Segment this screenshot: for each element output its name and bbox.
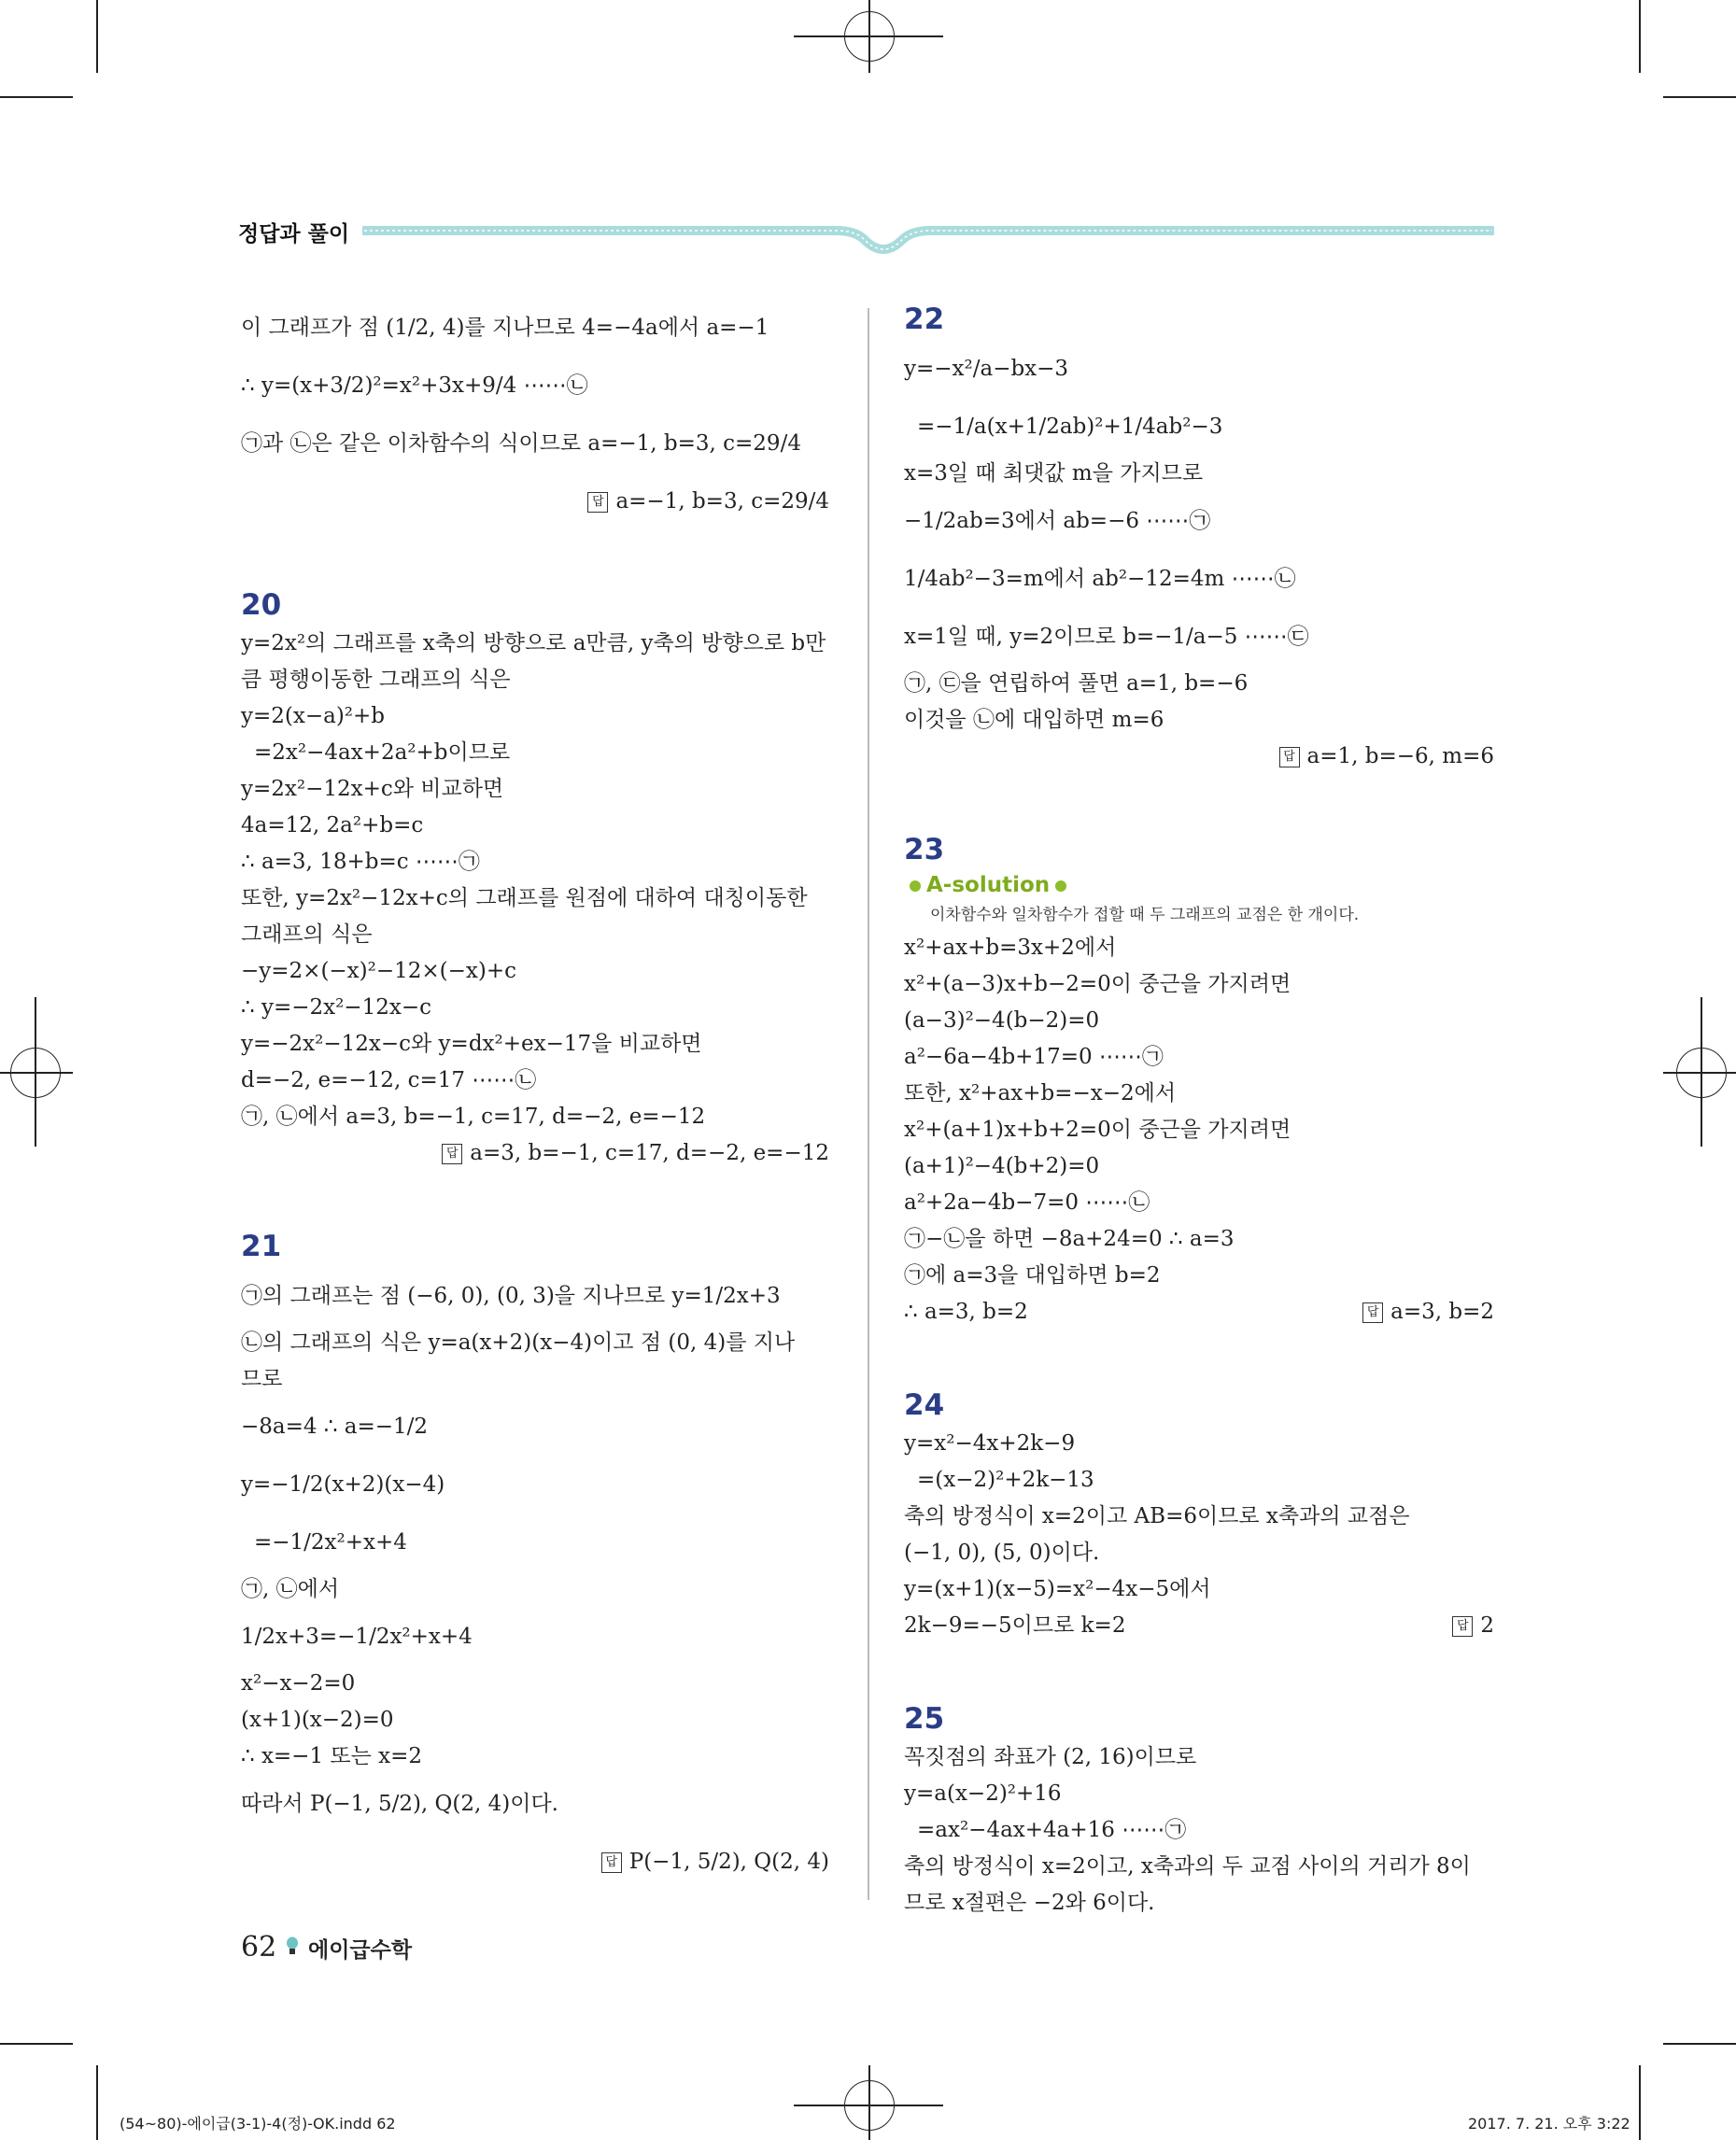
solution-line: d=−2, e=−12, c=17 ⋯⋯㉡ (241, 1068, 537, 1092)
answer-group (1452, 1608, 1494, 1644)
right-column (904, 299, 1494, 1922)
solution-line: (a+1)²−4(b+2)=0 (904, 1154, 1100, 1178)
answer-line (241, 472, 829, 530)
solution-line: ∴ x=−1 또는 x=2 (241, 1744, 423, 1768)
solution-line: ㉠과 ㉡은 같은 이차함수의 식이므로 a=−1, b=3, c=29/4 (241, 431, 801, 456)
registration-mark (0, 1072, 73, 1074)
solution-line: ㉠의 그래프는 점 (−6, 0), (0, 3)을 지나므로 y=1/2x+3 (241, 1284, 781, 1308)
solution-line: x=1일 때, y=2이므로 b=−1/a−5 ⋯⋯㉢ (904, 625, 1309, 649)
solution-line: y=−x²/a−bx−3 (904, 357, 1069, 381)
solution-line: 축의 방정식이 x=2이고 AB=6이므로 x축과의 교점은 (904, 1504, 1410, 1528)
crop-mark (1663, 96, 1736, 98)
lightbulb-icon (286, 1936, 299, 1957)
page-number: 62 (241, 1931, 277, 1964)
solution-line: 따라서 P(−1, 5/2), Q(2, 4)이다. (241, 1792, 558, 1816)
answer-icon: 답 (1362, 1302, 1383, 1323)
problem-number: 21 (241, 1230, 282, 1263)
solution-line: −8a=4 ∴ a=−1/2 (241, 1415, 429, 1439)
crop-mark (1663, 2043, 1736, 2045)
solution-line: 꼭짓점의 좌표가 (2, 16)이므로 (904, 1745, 1197, 1769)
solution-line: =2x²−4ax+2a²+b이므로 (254, 740, 511, 765)
crop-mark (0, 96, 73, 98)
left-column (241, 299, 829, 1891)
answer-icon: 답 (601, 1852, 622, 1873)
solution-line: (x+1)(x−2)=0 (241, 1708, 394, 1732)
header-band (362, 211, 1494, 258)
solution-line: 축의 방정식이 x=2이고, x축과의 두 교점 사이의 거리가 8이 (904, 1854, 1471, 1879)
solution-line: ㉠에 a=3을 대입하면 b=2 (904, 1263, 1161, 1288)
solution-line: (a−3)²−4(b−2)=0 (904, 1008, 1100, 1033)
solution-line: ㉡의 그래프의 식은 y=a(x+2)(x−4)이고 점 (0, 4)를 지나 (241, 1330, 796, 1355)
answer-line (241, 1833, 829, 1891)
solution-line: =−1/2x²+x+4 (254, 1530, 407, 1555)
solution-line: a²+2a−4b−7=0 ⋯⋯㉡ (904, 1190, 1150, 1215)
answer-line (241, 1135, 829, 1172)
solution-line: −y=2×(−x)²−12×(−x)+c (241, 959, 517, 983)
solution-line: y=2x²의 그래프를 x축의 방향으로 a만큼, y축의 방향으로 b만 (241, 631, 826, 655)
solution-line: x²−x−2=0 (241, 1671, 356, 1696)
solution-line: y=x²−4x+2k−9 (904, 1431, 1076, 1456)
solution-line: ㉠, ㉡에서 (241, 1577, 340, 1601)
solution-line: y=a(x−2)²+16 (904, 1781, 1062, 1806)
registration-mark (1663, 1072, 1736, 1074)
answer-line (904, 739, 1494, 775)
solution-line: ㉠, ㉡에서 a=3, b=−1, c=17, d=−2, e=−12 (241, 1105, 706, 1129)
answer-line (904, 1294, 1494, 1330)
problem-number: 20 (241, 588, 282, 622)
solution-line: 큼 평행이동한 그래프의 식은 (241, 668, 511, 692)
slug-file: (54~80)-에이급(3-1)-4(정)-OK.indd 62 (120, 2115, 396, 2133)
solution-line: x²+(a−3)x+b−2=0이 중근을 가지려면 (904, 972, 1291, 996)
solution-line: ∴ y=(x+3/2)²=x²+3x+9/4 ⋯⋯㉡ (241, 373, 588, 398)
answer-text: a=3, b=2 (1390, 1300, 1494, 1324)
solution-line: x²+ax+b=3x+2에서 (904, 936, 1117, 960)
solution-line: x²+(a+1)x+b+2=0이 중근을 가지려면 (904, 1118, 1291, 1142)
solution-line: y=−1/2(x+2)(x−4) (241, 1472, 445, 1497)
solution-line: ㉠, ㉢을 연립하여 풀면 a=1, b=−6 (904, 671, 1249, 696)
solution-line: 1/2x+3=−1/2x²+x+4 (241, 1625, 473, 1649)
solution-line: =(x−2)²+2k−13 (917, 1468, 1094, 1492)
solution-line: ∴ y=−2x²−12x−c (241, 995, 431, 1020)
solution-line: 1/4ab²−3=m에서 ab²−12=4m ⋯⋯㉡ (904, 567, 1296, 591)
bullet-dot-icon (910, 880, 921, 892)
solution-line: y=2(x−a)²+b (241, 704, 386, 728)
solution-line: y=2x²−12x+c와 비교하면 (241, 777, 504, 801)
a-solution-label: A-solution (926, 873, 1051, 897)
answer-icon: 답 (1279, 747, 1300, 767)
crop-mark (96, 0, 98, 73)
answer-icon: 답 (587, 492, 608, 513)
registration-mark (35, 997, 36, 1147)
solution-line: ∴ a=3, b=2 (904, 1300, 1028, 1324)
solution-line: 2k−9=−5이므로 k=2 (904, 1613, 1126, 1638)
bullet-dot-icon (1055, 880, 1066, 892)
book-title: 에이급수학 (308, 1938, 413, 1963)
solution-line: 므로 (241, 1367, 283, 1391)
column-divider (868, 308, 869, 1900)
solution-line: y=−2x²−12x−c와 y=dx²+ex−17을 비교하면 (241, 1032, 702, 1056)
a-solution-heading (904, 870, 1494, 900)
solution-line: y=(x+1)(x−5)=x²−4x−5에서 (904, 1577, 1211, 1601)
answer-text: a=1, b=−6, m=6 (1306, 744, 1494, 768)
solution-line: ㉠−㉡을 하면 −8a+24=0 ∴ a=3 (904, 1227, 1235, 1251)
answer-text: 2 (1480, 1613, 1494, 1638)
crop-mark (96, 2065, 98, 2140)
answer-icon: 답 (1452, 1616, 1473, 1637)
answer-text: P(−1, 5/2), Q(2, 4) (628, 1850, 829, 1874)
slug-datetime: 2017. 7. 21. 오후 3:22 (1468, 2115, 1630, 2133)
answer-text: a=−1, b=3, c=29/4 (615, 489, 829, 514)
problem-number: 22 (904, 303, 945, 336)
solution-line: x=3일 때 최댓값 m을 가지므로 (904, 461, 1204, 486)
problem-number: 23 (904, 833, 945, 866)
solution-line: 4a=12, 2a²+b=c (241, 813, 424, 838)
crop-mark (1639, 0, 1641, 73)
solution-line: 또한, y=2x²−12x+c의 그래프를 원점에 대하여 대칭이동한 (241, 886, 808, 910)
answer-icon: 답 (442, 1144, 462, 1164)
solution-line: (−1, 0), (5, 0)이다. (904, 1541, 1100, 1565)
answer-text: a=3, b=−1, c=17, d=−2, e=−12 (470, 1141, 829, 1165)
solution-line: =−1/a(x+1/2ab)²+1/4ab²−3 (917, 415, 1223, 439)
solution-line: =ax²−4ax+4a+16 ⋯⋯㉠ (917, 1818, 1187, 1842)
registration-mark (868, 0, 870, 73)
solution-line: 므로 x절편은 −2와 6이다. (904, 1891, 1155, 1915)
crop-mark (0, 2043, 73, 2045)
crop-mark (1639, 2065, 1641, 2140)
solution-line: −1/2ab=3에서 ab=−6 ⋯⋯㉠ (904, 509, 1211, 533)
a-solution-note: 이차함수와 일차함수가 접할 때 두 그래프의 교점은 한 개이다. (930, 906, 1360, 924)
solution-line: 이 그래프가 점 (1/2, 4)를 지나므로 4=−4a에서 a=−1 (241, 316, 769, 340)
page-header-title: 정답과 풀이 (238, 222, 350, 246)
problem-number: 24 (904, 1388, 945, 1422)
solution-line: 그래프의 식은 (241, 922, 373, 947)
solution-line: a²−6a−4b+17=0 ⋯⋯㉠ (904, 1045, 1164, 1069)
registration-mark (868, 2065, 870, 2140)
answer-group (1362, 1294, 1494, 1330)
solution-line: ∴ a=3, 18+b=c ⋯⋯㉠ (241, 850, 480, 874)
solution-line: 이것을 ㉡에 대입하면 m=6 (904, 708, 1164, 732)
registration-mark (1701, 997, 1702, 1147)
problem-number: 25 (904, 1702, 945, 1736)
solution-line: 또한, x²+ax+b=−x−2에서 (904, 1081, 1177, 1105)
answer-line (904, 1608, 1494, 1644)
